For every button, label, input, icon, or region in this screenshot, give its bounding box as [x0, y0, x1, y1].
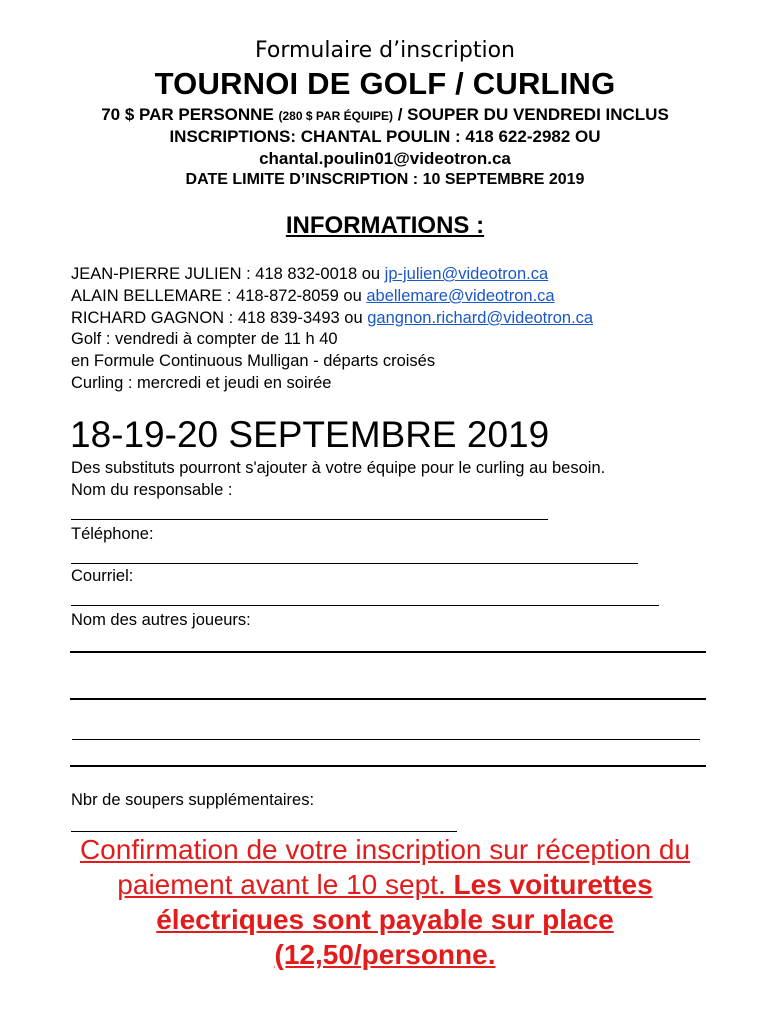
responsible-field[interactable]: [71, 519, 548, 520]
email-link-jp-julien[interactable]: jp-julien@videotron.ca: [384, 265, 549, 283]
phone-field[interactable]: [71, 563, 638, 564]
extra-suppers-label: Nbr de soupers supplémentaires:: [71, 791, 315, 809]
price-supper: / SOUPER DU VENDREDI INCLUS: [392, 105, 669, 124]
contact-text: ALAIN BELLEMARE : 418-872-8059 ou: [71, 286, 367, 305]
contact-jp-julien: [71, 264, 593, 286]
contact-gagnon: [71, 308, 593, 330]
info-heading: INFORMATIONS :: [285, 212, 485, 239]
formula-line: en Formule Continuous Mulligan - départs croisés: [71, 352, 436, 371]
contact-bellemare: [71, 286, 593, 308]
other-player-field-1[interactable]: [70, 651, 706, 653]
golf-line: Golf : vendredi à compter de 11 h 40: [71, 330, 338, 349]
other-player-field-2[interactable]: [70, 698, 706, 700]
price-line: [0, 105, 770, 125]
other-players-label: Nom des autres joueurs:: [71, 611, 251, 629]
price-team: (280 $ PAR ÉQUIPE): [278, 109, 393, 123]
email-field[interactable]: [71, 605, 659, 606]
info-block: [71, 264, 593, 395]
confirmation-notice: [0, 832, 770, 972]
event-dates: 18-19-20 SEPTEMBRE 2019: [70, 414, 550, 455]
registration-email: chantal.poulin01@videotron.ca: [259, 149, 511, 168]
phone-label: Téléphone:: [71, 525, 154, 543]
responsible-label: Nom du responsable :: [71, 481, 233, 499]
email-link-bellemare[interactable]: abellemare@videotron.ca: [366, 286, 555, 305]
contact-text: RICHARD GAGNON : 418 839-3493 ou: [71, 308, 368, 327]
deadline-line: DATE LIMITE D’INSCRIPTION : 10 SEPTEMBRE 2019: [185, 171, 585, 188]
main-title: TOURNOI DE GOLF / CURLING: [154, 66, 616, 101]
carts-text-1: Les voiturettes: [453, 869, 653, 900]
email-label: Courriel:: [71, 567, 134, 585]
email-link-gagnon[interactable]: gangnon.richard@videotron.ca: [367, 308, 594, 327]
carts-text-2: électriques sont payable sur place: [156, 904, 614, 935]
confirmation-text-1: Confirmation de votre inscription sur réception du: [79, 834, 691, 865]
price-individual: 70 $ PAR PERSONNE: [101, 105, 279, 124]
confirmation-text-2: paiement avant le 10 sept.: [117, 869, 454, 900]
substitutes-note: Des substituts pourront s'ajouter à votre équipe pour le curling au besoin.: [71, 459, 606, 477]
contact-text: JEAN-PIERRE JULIEN : 418 832-0018 ou: [71, 265, 385, 283]
other-player-field-3[interactable]: [72, 739, 700, 740]
other-player-field-4[interactable]: [70, 765, 706, 767]
registration-line: INSCRIPTIONS: CHANTAL POULIN : 418 622-2982 OU: [169, 127, 601, 146]
form-title: Formulaire d’inscription: [255, 38, 515, 63]
carts-price: (12,50/personne.: [274, 939, 496, 970]
curling-line: Curling : mercredi et jeudi en soirée: [71, 373, 332, 392]
